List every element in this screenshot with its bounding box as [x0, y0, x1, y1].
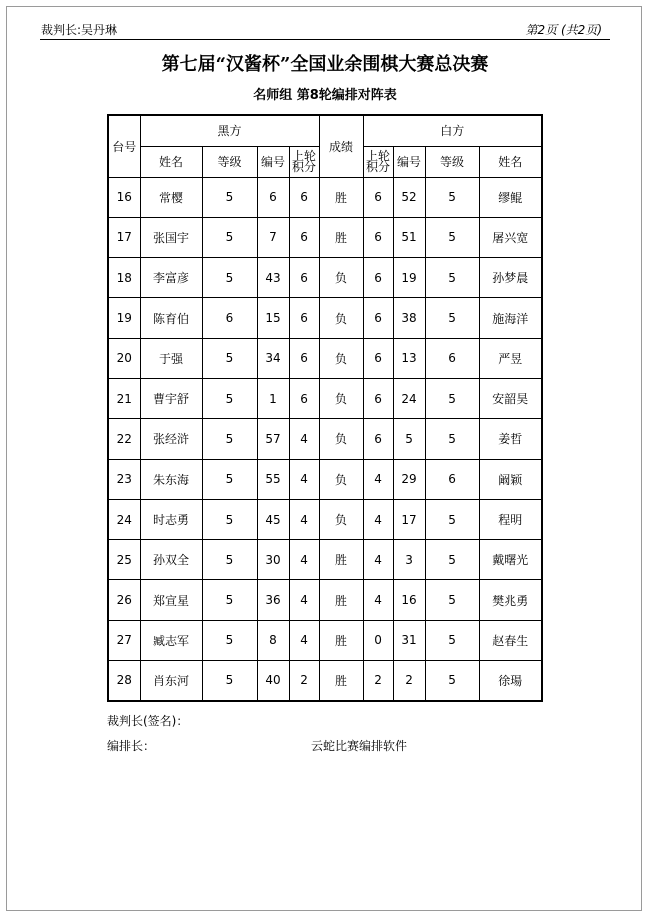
- cell-white-level: 6: [425, 338, 479, 378]
- cell-result: 负: [319, 338, 363, 378]
- cell-black-number: 36: [257, 580, 289, 620]
- cell-black-name: 臧志军: [140, 620, 202, 660]
- cell-white-number: 2: [393, 661, 425, 701]
- cell-white-level: 6: [425, 459, 479, 499]
- cell-black-prev-score: 6: [289, 338, 319, 378]
- cell-white-number: 19: [393, 258, 425, 298]
- cell-white-prev-score: 6: [363, 378, 393, 418]
- cell-white-prev-score: 4: [363, 540, 393, 580]
- cell-white-name: 阚颖: [479, 459, 542, 499]
- cell-white-level: 5: [425, 661, 479, 701]
- cell-black-number: 55: [257, 459, 289, 499]
- cell-black-name: 曹宇舒: [140, 378, 202, 418]
- header-result: 成绩: [319, 115, 363, 177]
- cell-black-number: 1: [257, 378, 289, 418]
- cell-white-name: 徐瑒: [479, 661, 542, 701]
- cell-table-no: 18: [108, 258, 140, 298]
- cell-black-name: 张经浒: [140, 419, 202, 459]
- cell-black-name: 陈育伯: [140, 298, 202, 338]
- cell-black-prev-score: 4: [289, 580, 319, 620]
- cell-result: 负: [319, 258, 363, 298]
- header-chief-referee: 裁判长:吴丹琳: [41, 23, 118, 37]
- header-black-name: 姓名: [140, 146, 202, 177]
- cell-white-level: 5: [425, 298, 479, 338]
- table-row: [108, 258, 542, 298]
- cell-black-prev-score: 4: [289, 459, 319, 499]
- cell-white-number: 5: [393, 419, 425, 459]
- cell-black-name: 于强: [140, 338, 202, 378]
- header-table-no: 台号: [108, 115, 140, 177]
- cell-black-number: 8: [257, 620, 289, 660]
- table-row: [108, 499, 542, 539]
- cell-result: 胜: [319, 540, 363, 580]
- header-white-level: 等级: [425, 146, 479, 177]
- cell-white-level: 5: [425, 540, 479, 580]
- header-black-level: 等级: [202, 146, 257, 177]
- cell-white-prev-score: 0: [363, 620, 393, 660]
- cell-white-level: 5: [425, 580, 479, 620]
- cell-black-level: 5: [202, 620, 257, 660]
- cell-white-number: 51: [393, 217, 425, 257]
- table-row: [108, 177, 542, 217]
- cell-white-prev-score: 4: [363, 580, 393, 620]
- cell-table-no: 19: [108, 298, 140, 338]
- cell-white-prev-score: 6: [363, 217, 393, 257]
- cell-white-number: 29: [393, 459, 425, 499]
- cell-table-no: 26: [108, 580, 140, 620]
- table-row: [108, 661, 542, 701]
- table-row: [108, 620, 542, 660]
- cell-table-no: 21: [108, 378, 140, 418]
- cell-table-no: 28: [108, 661, 140, 701]
- cell-result: 负: [319, 378, 363, 418]
- header-white-name: 姓名: [479, 146, 542, 177]
- cell-black-name: 时志勇: [140, 499, 202, 539]
- cell-white-name: 樊兆勇: [479, 580, 542, 620]
- cell-black-number: 7: [257, 217, 289, 257]
- cell-black-name: 张国宇: [140, 217, 202, 257]
- header-black-side: 黑方: [140, 115, 319, 146]
- table-row: [108, 217, 542, 257]
- cell-black-prev-score: 6: [289, 217, 319, 257]
- cell-result: 负: [319, 499, 363, 539]
- cell-white-level: 5: [425, 499, 479, 539]
- cell-black-name: 郑宣星: [140, 580, 202, 620]
- cell-white-number: 3: [393, 540, 425, 580]
- cell-white-prev-score: 6: [363, 338, 393, 378]
- cell-result: 胜: [319, 177, 363, 217]
- cell-black-number: 15: [257, 298, 289, 338]
- cell-table-no: 27: [108, 620, 140, 660]
- cell-black-name: 常樱: [140, 177, 202, 217]
- header-page-number: 第2页 (共2页): [525, 23, 602, 37]
- cell-black-level: 5: [202, 378, 257, 418]
- footer-arranger: 编排长：: [107, 739, 156, 753]
- cell-black-prev-score: 4: [289, 620, 319, 660]
- table-row: [108, 378, 542, 418]
- cell-white-prev-score: 6: [363, 419, 393, 459]
- cell-white-name: 安韶昊: [479, 378, 542, 418]
- cell-black-level: 5: [202, 459, 257, 499]
- cell-white-prev-score: 6: [363, 298, 393, 338]
- header-black-number: 编号: [257, 146, 289, 177]
- cell-white-level: 5: [425, 419, 479, 459]
- header-divider: [40, 39, 610, 40]
- cell-white-prev-score: 4: [363, 499, 393, 539]
- cell-table-no: 22: [108, 419, 140, 459]
- footer-chief-referee-signature: 裁判长(签名)：: [107, 714, 189, 728]
- cell-black-level: 5: [202, 419, 257, 459]
- table-row: [108, 419, 542, 459]
- cell-black-level: 5: [202, 499, 257, 539]
- pairing-rows: [108, 177, 542, 701]
- cell-white-name: 缪鲲: [479, 177, 542, 217]
- cell-black-number: 40: [257, 661, 289, 701]
- cell-white-name: 严昱: [479, 338, 542, 378]
- document-title: 第七届“汉酱杯”全国业余围棋大赛总决赛: [161, 54, 489, 75]
- cell-table-no: 24: [108, 499, 140, 539]
- cell-white-name: 施海洋: [479, 298, 542, 338]
- cell-result: 胜: [319, 620, 363, 660]
- cell-black-prev-score: 4: [289, 419, 319, 459]
- cell-black-number: 57: [257, 419, 289, 459]
- cell-black-prev-score: 4: [289, 499, 319, 539]
- cell-black-prev-score: 6: [289, 258, 319, 298]
- cell-white-prev-score: 6: [363, 177, 393, 217]
- cell-black-name: 李富彦: [140, 258, 202, 298]
- cell-white-number: 13: [393, 338, 425, 378]
- cell-white-number: 38: [393, 298, 425, 338]
- cell-white-level: 5: [425, 217, 479, 257]
- cell-black-number: 6: [257, 177, 289, 217]
- cell-result: 负: [319, 419, 363, 459]
- cell-table-no: 23: [108, 459, 140, 499]
- header-white-number: 编号: [393, 146, 425, 177]
- cell-white-name: 孙梦晨: [479, 258, 542, 298]
- cell-white-number: 17: [393, 499, 425, 539]
- cell-table-no: 25: [108, 540, 140, 580]
- cell-white-level: 5: [425, 258, 479, 298]
- cell-result: 负: [319, 459, 363, 499]
- cell-white-name: 戴曙光: [479, 540, 542, 580]
- cell-result: 胜: [319, 217, 363, 257]
- cell-white-name: 姜哲: [479, 419, 542, 459]
- cell-black-prev-score: 4: [289, 540, 319, 580]
- cell-result: 负: [319, 298, 363, 338]
- cell-white-name: 屠兴宽: [479, 217, 542, 257]
- header-black-prev-score: 上轮积分: [289, 146, 319, 177]
- table-row: [108, 580, 542, 620]
- table-row: [108, 338, 542, 378]
- cell-black-number: 30: [257, 540, 289, 580]
- cell-black-name: 肖东河: [140, 661, 202, 701]
- cell-white-number: 24: [393, 378, 425, 418]
- table-row: [108, 298, 542, 338]
- cell-black-level: 5: [202, 177, 257, 217]
- cell-white-number: 31: [393, 620, 425, 660]
- cell-black-prev-score: 2: [289, 661, 319, 701]
- cell-white-prev-score: 6: [363, 258, 393, 298]
- cell-table-no: 17: [108, 217, 140, 257]
- pairing-table: [107, 114, 543, 702]
- cell-white-level: 5: [425, 620, 479, 660]
- cell-black-level: 5: [202, 540, 257, 580]
- footer-software: 云蛇比赛编排软件: [311, 739, 408, 753]
- cell-black-name: 孙双全: [140, 540, 202, 580]
- header-white-prev-score: 上轮积分: [363, 146, 393, 177]
- cell-black-number: 45: [257, 499, 289, 539]
- cell-black-name: 朱东海: [140, 459, 202, 499]
- table-row: [108, 459, 542, 499]
- cell-table-no: 16: [108, 177, 140, 217]
- cell-black-number: 34: [257, 338, 289, 378]
- cell-white-number: 52: [393, 177, 425, 217]
- cell-black-level: 5: [202, 217, 257, 257]
- document-subtitle: 名师组 第8轮编排对阵表: [253, 88, 397, 103]
- cell-white-level: 5: [425, 177, 479, 217]
- cell-black-level: 5: [202, 258, 257, 298]
- cell-result: 胜: [319, 661, 363, 701]
- cell-white-number: 16: [393, 580, 425, 620]
- cell-result: 胜: [319, 580, 363, 620]
- cell-black-level: 5: [202, 661, 257, 701]
- cell-white-level: 5: [425, 378, 479, 418]
- cell-black-prev-score: 6: [289, 177, 319, 217]
- cell-white-prev-score: 2: [363, 661, 393, 701]
- cell-white-prev-score: 4: [363, 459, 393, 499]
- header-white-side: 白方: [363, 115, 542, 146]
- table-row: [108, 540, 542, 580]
- cell-black-level: 6: [202, 298, 257, 338]
- cell-black-prev-score: 6: [289, 378, 319, 418]
- cell-black-number: 43: [257, 258, 289, 298]
- cell-table-no: 20: [108, 338, 140, 378]
- cell-white-name: 赵春生: [479, 620, 542, 660]
- cell-black-prev-score: 6: [289, 298, 319, 338]
- cell-white-name: 程明: [479, 499, 542, 539]
- cell-black-level: 5: [202, 580, 257, 620]
- cell-black-level: 5: [202, 338, 257, 378]
